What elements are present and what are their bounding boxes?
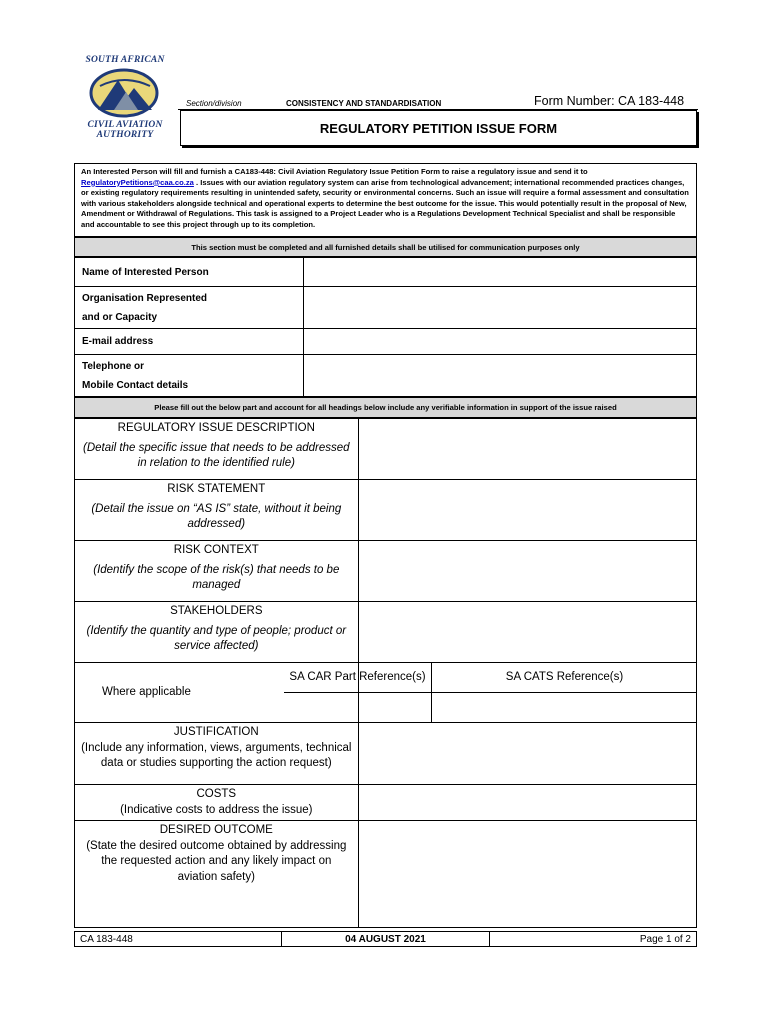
- risk-statement-input[interactable]: [358, 480, 696, 541]
- risk-statement-detail: (Detail the issue on “AS IS” state, without it being addressed): [91, 502, 342, 530]
- form-title: REGULATORY PETITION ISSUE FORM: [180, 110, 697, 146]
- email-input[interactable]: [303, 329, 696, 355]
- references-header-row: [358, 663, 696, 693]
- desired-outcome-heading: DESIRED OUTCOME: [159, 824, 273, 836]
- costs-cell: [75, 785, 359, 821]
- phone-label-line2: Mobile Contact details: [82, 379, 189, 391]
- risk-context-detail: (Identify the scope of the risk(s) that needs to be managed: [93, 563, 340, 591]
- phone-input[interactable]: [303, 355, 696, 397]
- costs-input[interactable]: [358, 785, 696, 821]
- justification-heading: JUSTIFICATION: [173, 726, 259, 738]
- risk-statement-cell: [75, 480, 359, 541]
- description-cell: [75, 419, 359, 480]
- desired-outcome-cell: [75, 821, 359, 928]
- issue-details-table: [74, 418, 697, 928]
- risk-context-input[interactable]: [358, 541, 696, 602]
- contact-details-table: [74, 257, 697, 397]
- intro-paragraph: [74, 163, 697, 237]
- caa-emblem-icon: [88, 66, 160, 118]
- name-input[interactable]: [303, 258, 696, 287]
- description-heading: REGULATORY ISSUE DESCRIPTION: [117, 422, 315, 434]
- footer-date: 04 AUGUST 2021: [281, 932, 490, 947]
- costs-heading: COSTS: [196, 788, 237, 800]
- justification-cell: [75, 723, 359, 785]
- where-applicable-label: Where applicable: [75, 663, 359, 723]
- caa-logo: [88, 66, 160, 118]
- sa-cats-header: SA CATS Reference(s): [505, 671, 624, 683]
- costs-detail: (Indicative costs to address the issue): [120, 803, 313, 816]
- issue-section-banner: Please fill out the below part and account for all headings below include any verifiable information in support of the issue raised: [74, 397, 697, 418]
- risk-statement-heading: RISK STATEMENT: [167, 483, 266, 495]
- contact-section-banner: This section must be completed and all furnished details shall be utilised for communication purposes only: [74, 237, 697, 257]
- description-detail: (Detail the specific issue that needs to be addressed in relation to the identified rule): [83, 441, 350, 469]
- intro-text-after: . Issues with our aviation regulatory system can arise from technological advancement; international recommended practices changes, or existing regulatory requirements resulting in unintended safety, security or environmental concerns. Such an issue will require a formal assessment and consultation with various stakeholders alongside technical and operational experts to determine the best outcome for the issue. This would potentially result in the proposal of New, Amendment or Withdrawal of Regulations. This task is assigned to a Project Leader who is a Regulations Development Technical Specialist and shall be responsible and accountable to see this project through up to its completion.: [81, 177, 689, 229]
- risk-context-cell: [75, 541, 359, 602]
- name-label: Name of Interested Person: [75, 258, 304, 287]
- justification-detail: (Include any information, views, arguments, technical data or studies supporting the action request): [81, 741, 352, 769]
- desired-outcome-detail: (State the desired outcome obtained by addressing the requested action and any likely impact on aviation safety): [86, 839, 347, 883]
- description-input[interactable]: [358, 419, 696, 480]
- email-label: E-mail address: [75, 329, 304, 355]
- desired-outcome-input[interactable]: [358, 821, 696, 928]
- phone-label: [75, 355, 304, 397]
- logo-top-text: SOUTH AFRICAN: [85, 55, 165, 65]
- footer-form-code: CA 183-448: [75, 932, 282, 947]
- stakeholders-detail: (Identify the quantity and type of people; product or service affected): [86, 624, 347, 652]
- form-number: Form Number: CA 183-448: [534, 94, 685, 108]
- intro-text-before: An Interested Person will fill and furnish a CA183-448: Civil Aviation Regulatory Issue Petition Form to raise a regulatory issue and send it to: [81, 167, 588, 176]
- risk-context-heading: RISK CONTEXT: [173, 544, 259, 556]
- references-input-row[interactable]: [358, 693, 696, 723]
- stakeholders-cell: [75, 602, 359, 663]
- stakeholders-input[interactable]: [358, 602, 696, 663]
- phone-label-line1: Telephone or: [82, 360, 145, 372]
- logo-bottom-text-2: AUTHORITY: [96, 130, 154, 140]
- section-value: CONSISTENCY AND STANDARDISATION: [286, 99, 442, 108]
- stakeholders-heading: STAKEHOLDERS: [170, 605, 263, 617]
- petition-email-link[interactable]: RegulatoryPetitions@caa.co.za: [81, 177, 194, 187]
- section-label: Section/division: [186, 99, 242, 108]
- footer-page-number: Page 1 of 2: [490, 932, 697, 947]
- logo-bottom-text-1: CIVIL AVIATION: [87, 120, 163, 130]
- justification-input[interactable]: [358, 723, 696, 785]
- organisation-input[interactable]: [303, 287, 696, 329]
- page-footer: [74, 931, 697, 947]
- organisation-label-line2: and or Capacity: [82, 311, 158, 323]
- organisation-label-line1: Organisation Represented: [82, 292, 208, 304]
- sa-car-header-text: SA CAR Part Reference(s): [289, 671, 426, 683]
- organisation-label: [75, 287, 304, 329]
